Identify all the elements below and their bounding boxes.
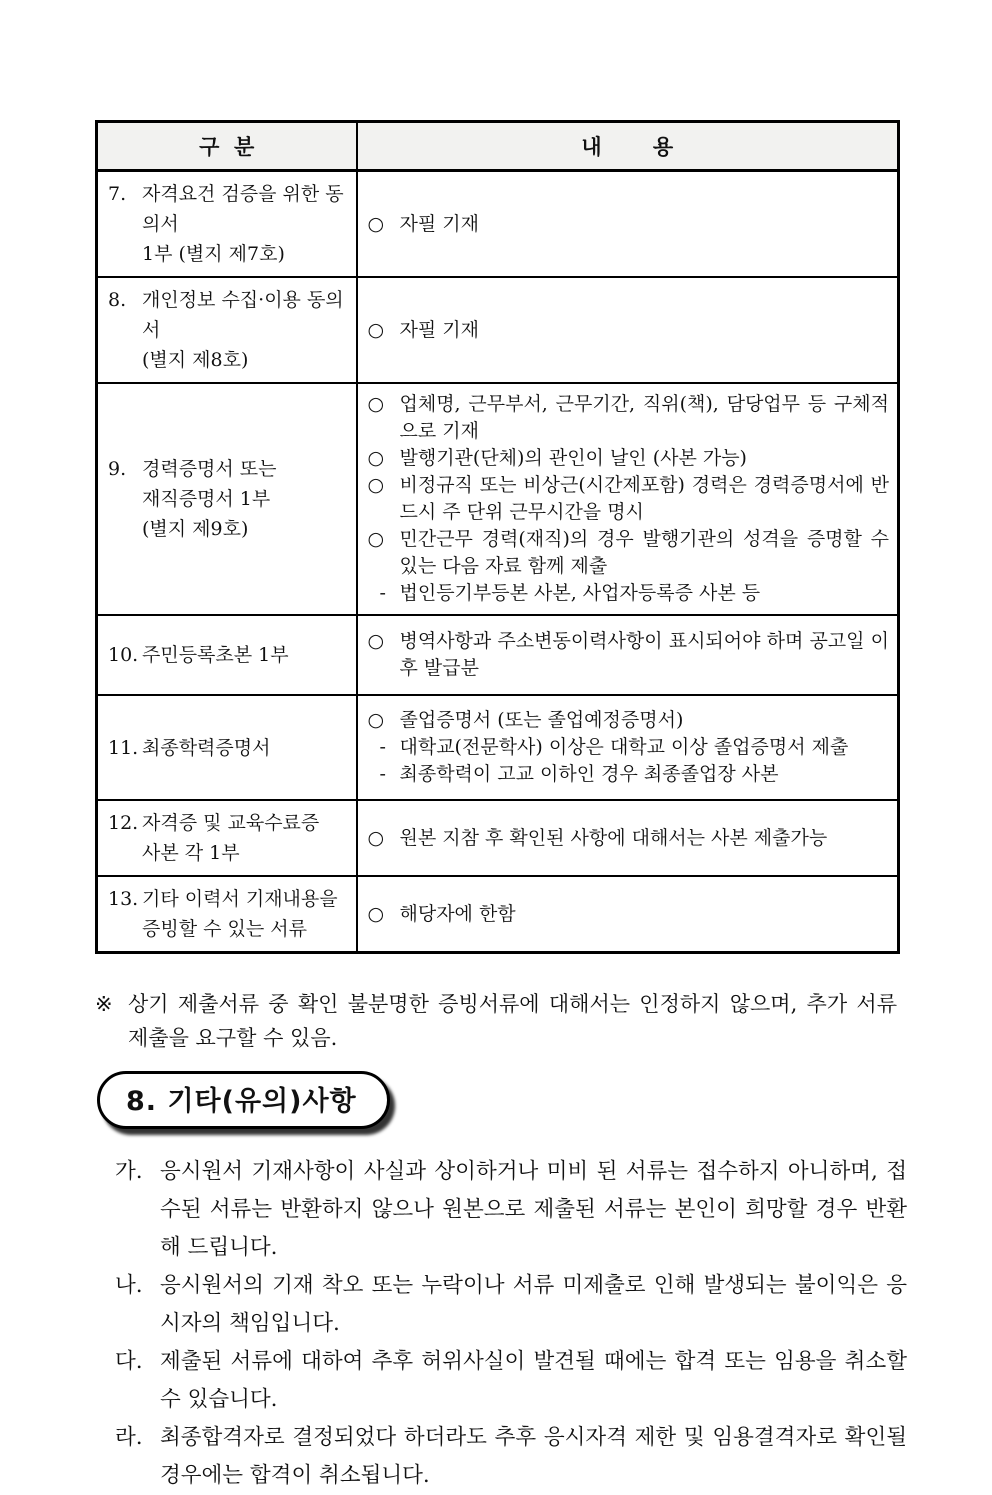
category-cell bbox=[97, 876, 357, 953]
item-text: 제출된 서류에 대하여 추후 허위사실이 발견될 때에는 합격 또는 임용을 취소할 수 있습니다. bbox=[160, 1349, 907, 1412]
reference-mark: ※ bbox=[95, 992, 113, 1016]
category-line: 개인정보 수집·이용 동의서 bbox=[142, 289, 344, 341]
footnote bbox=[95, 987, 897, 1055]
content-text: 발행기관(단체)의 관인이 날인 (사본 가능) bbox=[399, 447, 747, 469]
content-cell bbox=[357, 171, 899, 278]
circle-bullet: ○ bbox=[367, 474, 385, 496]
content-text: 대학교(전문학사) 이상은 대학교 이상 졸업증명서 제출 bbox=[399, 736, 849, 758]
table-row bbox=[97, 876, 899, 953]
category-line: 기타 이력서 기재내용을 bbox=[142, 888, 338, 910]
footnote-text: 상기 제출서류 중 확인 불분명한 증빙서류에 대해서는 인정하지 않으며, 추가 서류 제출을 요구할 수 있음. bbox=[128, 992, 897, 1050]
item-label: 나. bbox=[115, 1273, 143, 1298]
item-text: 응시원서의 기재 착오 또는 누락이나 서류 미제출로 인해 발생되는 불이익은 응시자의 책임입니다. bbox=[160, 1273, 907, 1336]
category-line: 자격요건 검증을 위한 동의서 bbox=[142, 183, 344, 235]
section-title-text: 8. 기타(유의)사항 bbox=[126, 1086, 357, 1117]
content-text: 자필 기재 bbox=[399, 318, 479, 341]
row-number: 10. bbox=[108, 644, 139, 666]
category-line: 재직증명서 1부 bbox=[142, 488, 271, 510]
content-text: 민간근무 경력(재직)의 경우 발행기관의 성격을 증명할 수 있는 다음 자료 함께 제출 bbox=[399, 528, 889, 577]
item-text: 응시원서 기재사항이 사실과 상이하거나 미비 된 서류는 접수하지 아니하며, 접수된 서류는 반환하지 않으나 원본으로 제출된 서류는 본인이 희망할 경우 반환해 드립니다. bbox=[160, 1159, 907, 1260]
required-documents-table bbox=[95, 120, 900, 954]
content-text: 졸업증명서 (또는 졸업예정증명서) bbox=[399, 709, 684, 731]
category-cell bbox=[97, 695, 357, 800]
content-text: 원본 지참 후 확인된 사항에 대해서는 사본 제출가능 bbox=[399, 826, 828, 849]
row-number: 13. bbox=[108, 888, 139, 910]
content-cell bbox=[357, 695, 899, 800]
table-row bbox=[97, 383, 899, 615]
circle-bullet: ○ bbox=[367, 447, 385, 469]
content-text: 병역사항과 주소변동이력사항이 표시되어야 하며 공고일 이후 발급분 bbox=[399, 630, 889, 679]
item-label: 다. bbox=[115, 1349, 143, 1374]
content-cell bbox=[357, 277, 899, 383]
category-line: (별지 제9호) bbox=[142, 518, 249, 540]
row-number: 12. bbox=[108, 812, 139, 834]
content-cell bbox=[357, 383, 899, 615]
content-text: 법인등기부등본 사본, 사업자등록증 사본 등 bbox=[399, 582, 761, 604]
circle-bullet: ○ bbox=[367, 318, 385, 341]
dash-bullet: - bbox=[379, 582, 386, 604]
content-cell bbox=[357, 615, 899, 695]
item-label: 가. bbox=[115, 1159, 143, 1184]
content-text: 최종학력이 고교 이하인 경우 최종졸업장 사본 bbox=[399, 763, 779, 785]
category-line: 경력증명서 또는 bbox=[142, 458, 277, 480]
circle-bullet: ○ bbox=[367, 630, 385, 652]
category-line: 최종학력증명서 bbox=[142, 736, 271, 759]
category-cell bbox=[97, 171, 357, 278]
circle-bullet: ○ bbox=[367, 826, 385, 849]
column-header-content: 내 용 bbox=[357, 122, 899, 171]
circle-bullet: ○ bbox=[367, 212, 385, 235]
circle-bullet: ○ bbox=[367, 902, 385, 925]
item-text: 최종합격자로 결정되었다 하더라도 추후 응시자격 제한 및 임용결격자로 확인될 경우에는 합격이 취소됩니다. bbox=[160, 1425, 907, 1488]
category-cell bbox=[97, 277, 357, 383]
content-text: 해당자에 한함 bbox=[399, 902, 516, 925]
category-line: 증빙할 수 있는 서류 bbox=[142, 918, 307, 940]
column-header-category: 구 분 bbox=[97, 122, 357, 171]
dash-bullet: - bbox=[379, 763, 386, 785]
table-row bbox=[97, 171, 899, 278]
content-text: 업체명, 근무부서, 근무기간, 직위(책), 담당업무 등 구체적으로 기재 bbox=[399, 393, 889, 442]
table-row bbox=[97, 277, 899, 383]
notice-item bbox=[115, 1153, 907, 1267]
content-text: 비정규직 또는 비상근(시간제포함) 경력은 경력증명서에 반드시 주 단위 근무시간을 명시 bbox=[399, 474, 889, 523]
content-text: 자필 기재 bbox=[399, 212, 479, 235]
notice-item bbox=[115, 1343, 907, 1419]
row-number: 8. bbox=[108, 289, 127, 311]
category-cell bbox=[97, 383, 357, 615]
table-header-row bbox=[97, 122, 899, 171]
table-row bbox=[97, 615, 899, 695]
notice-item bbox=[115, 1419, 907, 1495]
item-label: 라. bbox=[115, 1425, 143, 1450]
row-number: 9. bbox=[108, 458, 127, 480]
row-number: 11. bbox=[108, 736, 139, 759]
category-line: (별지 제8호) bbox=[142, 349, 249, 371]
category-line: 1부 (별지 제7호) bbox=[142, 243, 285, 265]
content-cell bbox=[357, 800, 899, 876]
circle-bullet: ○ bbox=[367, 393, 385, 415]
section-title bbox=[97, 1071, 390, 1129]
category-line: 사본 각 1부 bbox=[142, 842, 240, 864]
category-line: 주민등록초본 1부 bbox=[142, 644, 289, 666]
circle-bullet: ○ bbox=[367, 709, 385, 731]
dash-bullet: - bbox=[379, 736, 386, 758]
notice-item bbox=[115, 1267, 907, 1343]
category-cell bbox=[97, 800, 357, 876]
table-row bbox=[97, 695, 899, 800]
content-cell bbox=[357, 876, 899, 953]
circle-bullet: ○ bbox=[367, 528, 385, 550]
category-cell bbox=[97, 615, 357, 695]
notice-items bbox=[95, 1153, 907, 1495]
table-row bbox=[97, 800, 899, 876]
row-number: 7. bbox=[108, 183, 127, 205]
category-line: 자격증 및 교육수료증 bbox=[142, 812, 320, 834]
